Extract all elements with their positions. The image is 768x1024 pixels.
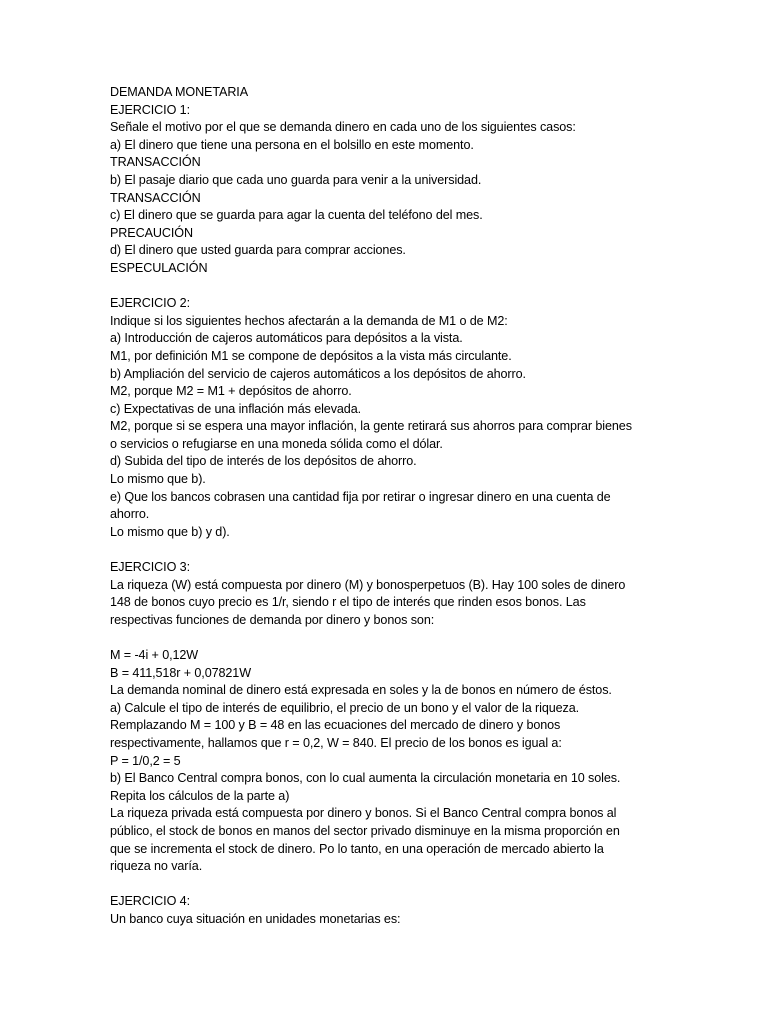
answer-line: Lo mismo que b). bbox=[110, 472, 206, 487]
answer-line: que se incrementa el stock de dinero. Po lo tanto, en una operación de mercado abierto la bbox=[110, 841, 604, 856]
exercise-3-heading: EJERCICIO 3: bbox=[110, 560, 190, 575]
exercise-2-heading: EJERCICIO 2: bbox=[110, 296, 190, 311]
text-line: e) Que los bancos cobrasen una cantidad fija por retirar o ingresar dinero en una cuenta de bbox=[110, 489, 611, 504]
answer-line: Lo mismo que b) y d). bbox=[110, 524, 230, 539]
answer-line: respectivamente, hallamos que r = 0,2, W = 840. El precio de los bonos es igual a: bbox=[110, 735, 562, 750]
text-line: d) Subida del tipo de interés de los depósitos de ahorro. bbox=[110, 454, 417, 469]
text-line: d) El dinero que usted guarda para comprar acciones. bbox=[110, 243, 406, 258]
answer-line: M1, por definición M1 se compone de depósitos a la vista más circulante. bbox=[110, 348, 512, 363]
text-line: respectivas funciones de demanda por dinero y bonos son: bbox=[110, 612, 435, 627]
text-line: Repita los cálculos de la parte a) bbox=[110, 788, 290, 803]
text-line: ahorro. bbox=[110, 507, 150, 522]
exercise-4-heading: EJERCICIO 4: bbox=[110, 894, 190, 909]
answer-line: Remplazando M = 100 y B = 48 en las ecuaciones del mercado de dinero y bonos bbox=[110, 718, 561, 733]
answer-line: TRANSACCIÓN bbox=[110, 190, 201, 205]
blank-line bbox=[110, 541, 760, 559]
text-line: Indique si los siguientes hechos afectarán a la demanda de M1 o de M2: bbox=[110, 313, 508, 328]
exercise-1-heading: EJERCICIO 1: bbox=[110, 102, 190, 117]
text-line: c) Expectativas de una inflación más elevada. bbox=[110, 401, 362, 416]
text-line: La demanda nominal de dinero está expresada en soles y la de bonos en número de éstos. bbox=[110, 683, 612, 698]
text-line: La riqueza (W) está compuesta por dinero (M) y bonosperpetuos (B). Hay 100 soles de dinero bbox=[110, 577, 626, 592]
text-line: a) El dinero que tiene una persona en el bolsillo en este momento. bbox=[110, 137, 474, 152]
answer-line: M2, porque si se espera una mayor inflación, la gente retirará sus ahorros para comprar bienes bbox=[110, 419, 632, 434]
document-title: DEMANDA MONETARIA bbox=[110, 85, 249, 99]
text-line: b) El Banco Central compra bonos, con lo cual aumenta la circulación monetaria en 10 soles. bbox=[110, 771, 621, 786]
answer-line: ESPECULACIÓN bbox=[110, 260, 208, 275]
text-line: c) El dinero que se guarda para agar la cuenta del teléfono del mes. bbox=[110, 208, 483, 223]
answer-line: o servicios o refugiarse en una moneda sólida como el dólar. bbox=[110, 436, 443, 451]
blank-line bbox=[110, 278, 760, 296]
answer-line: M2, porque M2 = M1 + depósitos de ahorro. bbox=[110, 384, 352, 399]
answer-line: TRANSACCIÓN bbox=[110, 155, 201, 170]
text-line: b) El pasaje diario que cada uno guarda para venir a la universidad. bbox=[110, 172, 482, 187]
text-line: Señale el motivo por el que se demanda dinero en cada uno de los siguientes casos: bbox=[110, 120, 576, 135]
answer-line: PRECAUCIÓN bbox=[110, 225, 193, 240]
blank-line bbox=[110, 876, 760, 894]
text-line: a) Calcule el tipo de interés de equilibrio, el precio de un bono y el valor de la riqueza. bbox=[110, 700, 580, 715]
answer-line: riqueza no varía. bbox=[110, 859, 203, 874]
answer-line: público, el stock de bonos en manos del sector privado disminuye en la misma proporción en bbox=[110, 823, 620, 838]
text-line: a) Introducción de cajeros automáticos para depósitos a la vista. bbox=[110, 331, 463, 346]
blank-line bbox=[110, 629, 760, 647]
answer-line: La riqueza privada está compuesta por dinero y bonos. Si el Banco Central compra bonos al bbox=[110, 806, 617, 821]
equation-line: P = 1/0,2 = 5 bbox=[110, 753, 181, 768]
equation-line: M = -4i + 0,12W bbox=[110, 648, 199, 662]
text-line: Un banco cuya situación en unidades monetarias es: bbox=[110, 911, 401, 926]
text-line: b) Ampliación del servicio de cajeros automáticos a los depósitos de ahorro. bbox=[110, 366, 526, 381]
equation-line: B = 411,518r + 0,07821W bbox=[110, 665, 251, 680]
document-page bbox=[110, 84, 760, 929]
text-line: 148 de bonos cuyo precio es 1/r, siendo r el tipo de interés que rinden esos bonos. Las bbox=[110, 595, 586, 610]
